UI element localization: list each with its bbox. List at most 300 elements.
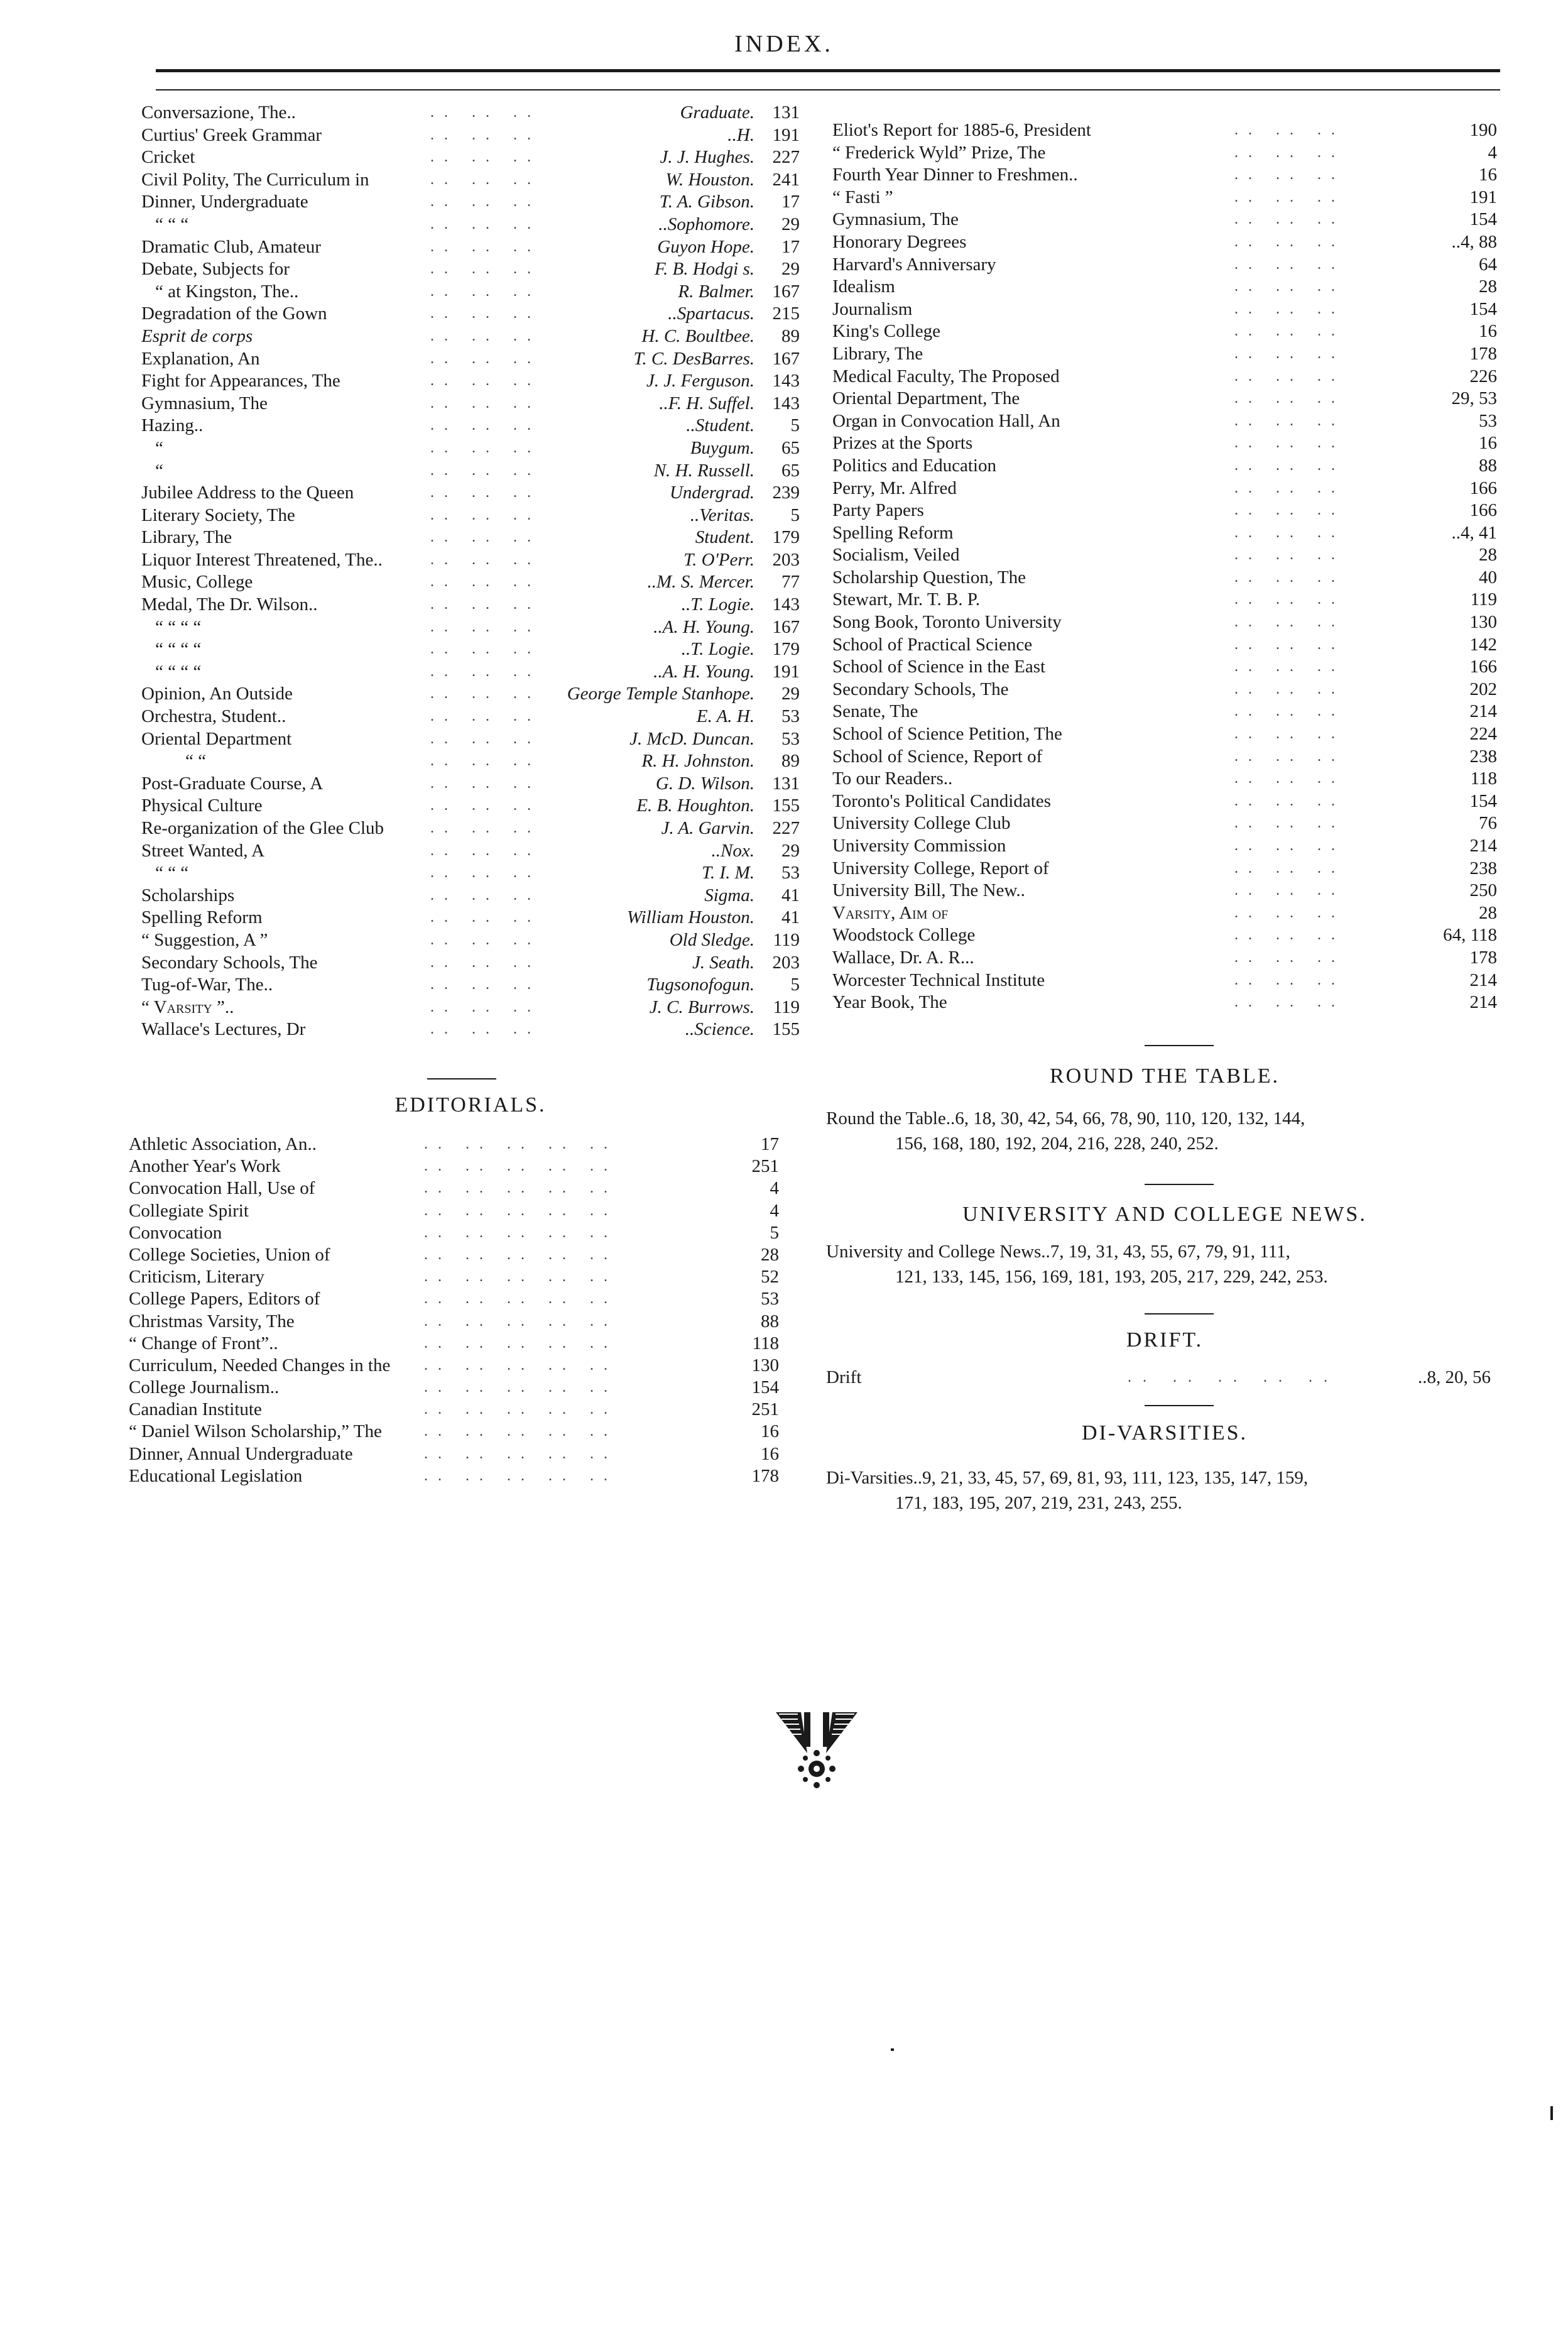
dot-leader: .. .. ..: [1234, 524, 1345, 541]
index-entry: [832, 478, 1497, 500]
entry-page: 119: [773, 929, 800, 950]
entry-title: Wallace's Lectures, Dr: [141, 1019, 306, 1040]
entry-page: 154: [1469, 298, 1497, 319]
entry-title: Dinner, Annual Undergraduate: [129, 1443, 353, 1464]
index-entry: [141, 281, 800, 303]
index-entry: [832, 455, 1497, 478]
index-entry: [832, 410, 1497, 433]
editorial-entry: [129, 1222, 779, 1244]
editorial-entry: [129, 1355, 779, 1377]
index-entry: [832, 902, 1497, 925]
entry-page: 65: [781, 460, 800, 481]
index-entry: [832, 320, 1497, 343]
dot-leader: .. .. ..: [430, 462, 541, 479]
entry-page: 227: [772, 818, 800, 838]
entry-title: Hazing..: [141, 415, 204, 436]
dot-leader: .. .. ..: [1234, 838, 1345, 854]
entry-title: Criticism, Literary: [129, 1267, 264, 1287]
index-entry: [141, 594, 800, 616]
dot-leader: .. .. ..: [430, 238, 541, 255]
dot-leader: .. .. ..: [430, 753, 541, 770]
entry-page: 119: [773, 997, 800, 1017]
entry-title: Senate, The: [832, 701, 918, 722]
entry-title: Spelling Reform: [832, 522, 954, 543]
editorial-entry: [129, 1288, 779, 1310]
dot-leader: .. .. ..: [1234, 300, 1345, 317]
dot-leader: .. .. ..: [430, 909, 541, 926]
entry-title: Dinner, Undergraduate: [141, 192, 308, 212]
index-entry: [832, 544, 1497, 567]
index-entry: [832, 432, 1497, 455]
index-entry: [141, 370, 800, 393]
entry-page: 5: [790, 975, 800, 995]
dot-leader: .. .. ..: [1234, 435, 1345, 452]
entry-page: 155: [772, 1019, 800, 1040]
dot-leader: .. .. ..: [430, 797, 541, 814]
entry-page: 241: [772, 169, 800, 190]
entry-title: Gymnasium, The: [832, 209, 959, 230]
index-entry: [832, 254, 1497, 276]
entry-title: Harvard's Anniversary: [832, 254, 996, 275]
entry-page: 226: [1469, 366, 1497, 386]
entry-page: 53: [781, 728, 800, 749]
college-news-entry: [826, 1239, 1505, 1289]
dot-leader: .. .. ..: [1234, 569, 1345, 586]
entry-title: Debate, Subjects for: [141, 259, 290, 280]
index-entry: [141, 146, 800, 169]
entry-author: J. C. Burrows.: [649, 997, 754, 1017]
divarsities-heading: DI-VARSITIES.: [1081, 1421, 1248, 1445]
entry-author: ..Nox.: [711, 840, 754, 861]
dot-leader: .. .. ..: [1234, 971, 1345, 988]
index-entry: [141, 571, 800, 594]
entry-title: Idealism: [832, 276, 895, 297]
entry-title: Liquor Interest Threatened, The..: [141, 549, 383, 570]
entry-page: 143: [772, 594, 800, 615]
dot-leader: .. .. ..: [430, 104, 541, 121]
entry-page: 77: [781, 572, 800, 593]
dot-leader: .. .. .. .. ..: [424, 1180, 618, 1197]
index-entry: [141, 460, 800, 483]
entry-author: J. J. Hughes.: [660, 147, 754, 168]
dot-leader: .. .. ..: [1234, 323, 1345, 340]
index-entry: [832, 119, 1497, 142]
entry-page: 28: [1479, 545, 1497, 566]
dot-leader: .. .. ..: [1234, 256, 1345, 273]
entry-title: Tug-of-War, The..: [141, 975, 273, 995]
entry-author: H. C. Boultbee.: [641, 325, 754, 346]
entry-page: 4: [1488, 142, 1497, 163]
page-title: INDEX.: [734, 31, 834, 57]
dot-leader: .. .. ..: [430, 484, 541, 501]
entry-page: 53: [781, 863, 800, 883]
dot-leader: .. .. .. .. ..: [424, 1313, 618, 1330]
entry-title: “ “ “ “: [155, 639, 202, 660]
index-entry: [832, 947, 1497, 970]
entry-page: 118: [1470, 768, 1497, 789]
index-entry: [832, 880, 1497, 902]
entry-page: 214: [1469, 992, 1497, 1013]
dot-leader: .. .. ..: [1234, 994, 1345, 1011]
entry-page: 190: [1469, 120, 1497, 140]
dot-leader: .. .. ..: [1234, 144, 1345, 161]
entry-title: University Bill, The New..: [832, 880, 1025, 901]
entry-title: Street Wanted, A: [141, 840, 265, 861]
entry-page: 143: [772, 393, 800, 413]
entry-title: Literary Society, The: [141, 505, 295, 525]
entry-author: T. C. DesBarres.: [633, 348, 754, 369]
index-entry: [141, 102, 800, 124]
dot-leader: .. .. .. .. ..: [424, 1202, 618, 1219]
college-news-divider: [1145, 1184, 1214, 1185]
entry-title: Oriental Department: [141, 728, 292, 749]
entry-page: 17: [781, 192, 800, 212]
editorial-entry: [129, 1377, 779, 1399]
index-entry: [141, 773, 800, 795]
dot-leader: .. .. ..: [430, 1021, 541, 1038]
index-entry: [141, 817, 800, 840]
index-entry: [832, 812, 1497, 835]
index-entry: [141, 907, 800, 929]
dot-leader: .. .. ..: [1234, 726, 1345, 743]
entry-title: Toronto's Political Candidates: [832, 790, 1051, 811]
index-entry: [141, 862, 800, 885]
entry-author: E. B. Houghton.: [636, 795, 754, 816]
entry-page: 5: [790, 505, 800, 525]
index-entry: [832, 790, 1497, 813]
entry-title: Song Book, Toronto University: [832, 612, 1062, 633]
index-entry: [141, 840, 800, 863]
entry-author: Sigma.: [704, 885, 754, 905]
index-entry: [141, 482, 800, 505]
entry-author: Old Sledge.: [669, 929, 754, 950]
entry-title: University College Club: [832, 813, 1011, 834]
index-entry: [832, 924, 1497, 947]
index-entry: [832, 970, 1497, 992]
entry-title: Post-Graduate Course, A: [141, 773, 324, 794]
entry-page: 4: [770, 1200, 779, 1221]
entry-author: F. B. Hodgi s.: [655, 259, 754, 280]
index-entry: [141, 885, 800, 907]
entry-title: Degradation of the Gown: [141, 303, 327, 324]
drift-label: Drift: [826, 1367, 862, 1387]
entry-page: 16: [1479, 433, 1497, 454]
entry-title: “: [155, 437, 163, 458]
index-entry: [141, 258, 800, 281]
dot-leader: .. .. ..: [1234, 614, 1345, 631]
entry-page: 214: [1469, 836, 1497, 856]
dot-leader: .. .. .. .. ..: [424, 1379, 618, 1396]
index-entry: [832, 522, 1497, 545]
entry-title: Convocation: [129, 1222, 222, 1243]
index-entry: [141, 1019, 800, 1041]
index-entry: [141, 997, 800, 1019]
drift-entry: [826, 1365, 1491, 1390]
entry-page: 179: [772, 639, 800, 660]
entry-author: ..A. H. Young.: [653, 661, 754, 682]
dot-leader: .. .. ..: [1234, 412, 1345, 429]
entry-title: University College, Report of: [832, 858, 1049, 878]
entry-title: School of Science in the East: [832, 657, 1046, 677]
entry-title: Eliot's Report for 1885-6, President: [832, 120, 1091, 140]
dot-leader: .. .. ..: [430, 305, 541, 322]
entry-author: Student.: [695, 527, 754, 548]
dot-leader: .. .. ..: [430, 618, 541, 635]
entry-page: 191: [1469, 187, 1497, 207]
entry-title: Scholarship Question, The: [832, 567, 1026, 588]
dot-leader: .. .. ..: [1234, 345, 1345, 362]
entry-page: 28: [1479, 276, 1497, 297]
entry-title: Journalism: [832, 298, 913, 319]
entry-page: 178: [751, 1465, 779, 1486]
index-entry: [141, 236, 800, 259]
entry-title: Jubilee Address to the Queen: [141, 483, 354, 503]
entry-title: Perry, Mr. Alfred: [832, 478, 957, 498]
entry-page: 227: [772, 147, 800, 168]
index-entry: [832, 567, 1497, 589]
entry-page: 4: [770, 1178, 779, 1199]
index-entry: [141, 706, 800, 728]
entry-page: 17: [781, 236, 800, 257]
entry-author: R. Balmer.: [678, 281, 754, 302]
entry-title: Wallace, Dr. A. R...: [832, 947, 974, 968]
dot-leader: .. .. .. .. ..: [424, 1246, 618, 1263]
dot-leader: .. .. ..: [1234, 860, 1345, 877]
entry-page: 251: [751, 1156, 779, 1177]
index-entry: [141, 415, 800, 437]
entry-title: Esprit de corps: [141, 325, 253, 346]
editorial-entry: [129, 1266, 779, 1288]
entry-title: Organ in Convocation Hall, An: [832, 410, 1060, 431]
dot-leader: .. .. .. .. ..: [424, 1158, 618, 1175]
dot-leader: .. .. ..: [1234, 189, 1345, 205]
entry-page: 238: [1469, 746, 1497, 767]
entry-page: 131: [772, 773, 800, 794]
printer-ornament-icon: [773, 1709, 861, 1791]
entry-title: School of Practical Science: [832, 634, 1033, 655]
print-speck: [891, 2048, 894, 2051]
entry-title: “ at Kingston, The..: [155, 281, 299, 302]
editorial-entry: [129, 1178, 779, 1200]
dot-leader: .. .. ..: [1234, 904, 1345, 921]
entry-page: 154: [751, 1377, 779, 1398]
entry-title: Oriental Department, The: [832, 388, 1020, 409]
index-entry: [832, 164, 1497, 187]
entry-page: 154: [1469, 209, 1497, 230]
index-entry: [832, 276, 1497, 298]
entry-author: ..H.: [727, 124, 754, 145]
dot-leader: .. .. ..: [430, 216, 541, 232]
editorial-entry: [129, 1156, 779, 1178]
dot-leader: .. .. ..: [430, 686, 541, 702]
dot-leader: .. .. ..: [1234, 748, 1345, 765]
index-entry: [141, 505, 800, 527]
index-entry: [141, 929, 800, 952]
entry-title: Scholarships: [141, 885, 235, 905]
entry-page: 64, 118: [1443, 925, 1497, 946]
entry-page: 29: [781, 684, 800, 704]
drift-divider: [1145, 1313, 1214, 1314]
entry-page: 52: [761, 1267, 779, 1287]
entry-title: Medal, The Dr. Wilson..: [141, 594, 318, 615]
entry-author: William Houston.: [626, 907, 754, 928]
entry-page: 29: [781, 214, 800, 234]
entry-page: 250: [1469, 880, 1497, 901]
entry-author: ..F. H. Suffel.: [659, 393, 754, 413]
divarsities-line-2: 171, 183, 195, 207, 219, 231, 243, 255.: [895, 1493, 1182, 1513]
entry-page: ..4, 41: [1451, 522, 1497, 543]
entry-author: J. J. Ferguson.: [646, 371, 754, 391]
entry-page: 179: [772, 527, 800, 548]
index-entry: [832, 768, 1497, 790]
index-entry: [832, 835, 1497, 858]
index-entry: [141, 616, 800, 639]
dot-leader: .. .. ..: [1234, 770, 1345, 787]
entry-title: “ Frederick Wyld” Prize, The: [832, 142, 1046, 163]
entry-title: Conversazione, The..: [141, 102, 296, 123]
entry-page: 167: [772, 281, 800, 302]
dot-leader: .. .. ..: [1234, 390, 1345, 407]
entry-title: Christmas Varsity, The: [129, 1311, 295, 1331]
dot-leader: .. .. ..: [430, 641, 541, 658]
index-entry: [141, 393, 800, 415]
dot-leader: .. .. .. .. ..: [424, 1224, 618, 1241]
dot-leader: .. .. ..: [1234, 233, 1345, 250]
index-entry: [832, 746, 1497, 768]
entry-page: 40: [1479, 567, 1497, 588]
entry-page: 89: [781, 751, 800, 772]
dot-leader: .. .. ..: [430, 663, 541, 680]
entry-title: Library, The: [141, 527, 232, 548]
entry-page: 130: [751, 1355, 779, 1375]
dot-leader: .. .. ..: [1234, 479, 1345, 496]
entry-author: Guyon Hope.: [657, 236, 754, 257]
index-entry: [832, 142, 1497, 165]
index-entry: [141, 549, 800, 572]
index-entry: [141, 728, 800, 751]
editorial-entry: [129, 1333, 779, 1355]
dot-leader: .. .. ..: [1234, 211, 1345, 228]
index-entry: [832, 343, 1497, 366]
entry-title: Varsity, Aim of: [832, 902, 949, 923]
dot-leader: .. .. ..: [430, 439, 541, 456]
divarsities-entry: [826, 1465, 1505, 1516]
entry-author: G. D. Wilson.: [655, 773, 754, 794]
editorial-entry: [129, 1465, 779, 1487]
editorials-heading: EDITORIALS.: [395, 1093, 547, 1117]
entry-page: 143: [772, 371, 800, 391]
entry-title: Gymnasium, The: [141, 393, 268, 413]
dot-leader: .. .. ..: [1234, 457, 1345, 474]
entry-page: 28: [1479, 902, 1497, 923]
index-entry: [141, 795, 800, 817]
entry-author: J. McD. Duncan.: [629, 728, 754, 749]
drift-heading: DRIFT.: [1126, 1328, 1204, 1352]
left-index-column: [141, 102, 800, 1041]
entry-title: Civil Polity, The Curriculum in: [141, 169, 369, 190]
entry-page: 29: [781, 840, 800, 861]
entry-title: Year Book, The: [832, 992, 947, 1013]
dot-leader: .. .. .. .. ..: [424, 1335, 618, 1352]
entry-page: 118: [752, 1333, 779, 1353]
index-entry: [832, 366, 1497, 388]
entry-page: 154: [1469, 790, 1497, 811]
round-table-line-1: Round the Table..6, 18, 30, 42, 54, 66, 78, 90, 110, 120, 132, 144,: [826, 1108, 1305, 1129]
entry-page: 41: [781, 885, 800, 905]
index-entry: [832, 611, 1497, 634]
entry-title: Fourth Year Dinner to Freshmen..: [832, 165, 1078, 185]
entry-author: ..Science.: [685, 1019, 754, 1040]
college-news-line-2: 121, 133, 145, 156, 169, 181, 193, 205, 217, 229, 242, 253.: [895, 1267, 1328, 1287]
index-entry: [832, 858, 1497, 880]
editorial-entry: [129, 1200, 779, 1222]
entry-page: 214: [1469, 701, 1497, 722]
entry-page: 224: [1469, 724, 1497, 745]
dot-leader: .. .. ..: [430, 529, 541, 546]
entry-page: 214: [1469, 970, 1497, 990]
entry-page: 251: [751, 1399, 779, 1420]
entry-title: College Societies, Union of: [129, 1244, 330, 1265]
round-table-entry: [826, 1106, 1505, 1156]
entry-title: Dramatic Club, Amateur: [141, 236, 321, 257]
index-entry: [832, 231, 1497, 254]
entry-title: Fight for Appearances, The: [141, 371, 340, 391]
entry-title: “ “ “: [155, 863, 189, 883]
dot-leader: .. .. ..: [1234, 502, 1345, 519]
entry-page: 142: [1469, 634, 1497, 655]
dot-leader: .. .. ..: [430, 887, 541, 904]
entry-page: 17: [761, 1134, 779, 1154]
entry-page: 16: [1479, 165, 1497, 185]
dot-leader: .. .. .. .. ..: [424, 1291, 618, 1308]
entry-page: 166: [1469, 500, 1497, 521]
dot-leader: .. .. ..: [1234, 122, 1345, 138]
entry-title: “ Change of Front”..: [129, 1333, 278, 1353]
entry-page: 130: [1469, 612, 1497, 633]
dot-leader: .. .. ..: [430, 261, 541, 278]
dot-leader: .. .. ..: [430, 708, 541, 725]
dot-leader: .. .. ..: [1234, 949, 1345, 966]
drift-pages: ..8, 20, 56: [1418, 1367, 1491, 1387]
round-table-line-2: 156, 168, 180, 192, 204, 216, 228, 240, 252.: [895, 1134, 1219, 1154]
entry-title: Socialism, Veiled: [832, 545, 960, 566]
dot-leader: .. .. ..: [1234, 591, 1345, 608]
dot-leader: .. .. ..: [430, 954, 541, 971]
dot-leader: .. .. .. .. ..: [424, 1401, 618, 1418]
entry-page: 166: [1469, 657, 1497, 677]
dot-leader: .. .. ..: [1234, 547, 1345, 564]
entry-title: Re-organization of the Glee Club: [141, 818, 384, 838]
dot-leader: .. .. ..: [1234, 792, 1345, 809]
dot-leader: .. .. ..: [430, 194, 541, 210]
entry-title: School of Science Petition, The: [832, 724, 1062, 745]
editorial-entry: [129, 1443, 779, 1465]
entry-title: “ “ “ “: [155, 616, 202, 637]
round-table-divider: [1145, 1045, 1214, 1046]
drift-leader: .. .. .. .. ..: [1128, 1369, 1339, 1385]
index-entry: [141, 661, 800, 684]
entry-author: Tugsonofogun.: [646, 975, 754, 995]
entry-title: Honorary Degrees: [832, 231, 967, 252]
index-entry: [832, 187, 1497, 209]
index-entry: [141, 214, 800, 236]
entry-page: 53: [761, 1289, 779, 1309]
entry-page: 41: [781, 907, 800, 928]
entry-page: 76: [1479, 813, 1497, 834]
dot-leader: .. .. ..: [1234, 636, 1345, 653]
entry-page: 88: [1479, 455, 1497, 476]
entry-title: “ “ “ “: [155, 661, 202, 682]
